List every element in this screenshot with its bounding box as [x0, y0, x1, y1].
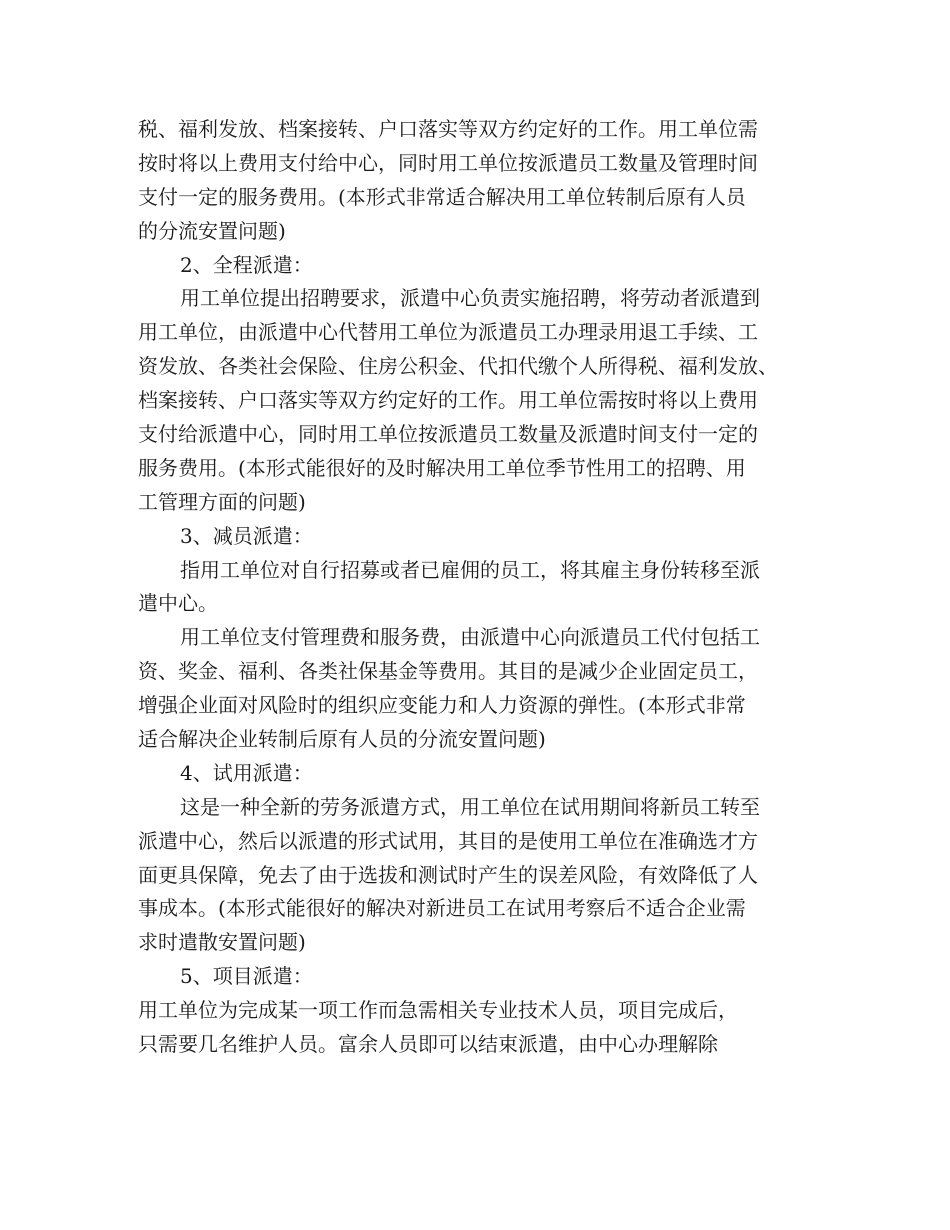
text-line: 派遣中心，然后以派遣的形式试用，其目的是使用工单位在准确选才方	[138, 828, 758, 853]
section-heading: 4、试用派遣：	[180, 760, 313, 785]
text-line: 资发放、各类社会保险、住房公积金、代扣代缴个人所得税、福利发放、	[138, 354, 778, 379]
section-heading: 5、项目派遣：	[180, 964, 313, 989]
text-line: 档案接转、户口落实等双方约定好的工作。用工单位需按时将以上费用	[138, 388, 758, 413]
text-line: 遣中心。	[138, 591, 218, 616]
text-line: 服务费用。(本形式能很好的及时解决用工单位季节性用工的招聘、用	[138, 455, 746, 480]
paragraph-first-line: 用工单位支付管理费和服务费，由派遣中心向派遣员工代付包括工	[180, 625, 760, 650]
text-line: 支付给派遣中心，同时用工单位按派遣员工数量及派遣时间支付一定的	[138, 422, 758, 447]
text-line: 面更具保障，免去了由于选拔和测试时产生的误差风险，有效降低了人	[138, 862, 758, 887]
text-line: 支付一定的服务费用。(本形式非常适合解决用工单位转制后原有人员	[138, 184, 746, 209]
section-heading: 3、减员派遣：	[180, 523, 313, 548]
document-body	[138, 113, 828, 1062]
text-line: 用工单位，由派遣中心代替用工单位为派遣员工办理录用退工手续、工	[138, 320, 758, 345]
paragraph-first-line: 指用工单位对自行招募或者已雇佣的员工，将其雇主身份转移至派	[180, 557, 760, 582]
text-line: 资、奖金、福利、各类社保基金等费用。其目的是减少企业固定员工，	[138, 659, 758, 684]
text-line: 适合解决企业转制后原有人员的分流安置问题)	[138, 727, 546, 752]
paragraph-first-line: 用工单位提出招聘要求，派遣中心负责实施招聘，将劳动者派遣到	[180, 286, 760, 311]
text-line: 按时将以上费用支付给中心，同时用工单位按派遣员工数量及管理时间	[138, 150, 758, 175]
text-line: 税、福利发放、档案接转、户口落实等双方约定好的工作。用工单位需	[138, 117, 758, 141]
text-line: 用工单位为完成某一项工作而急需相关专业技术人员，项目完成后，	[138, 998, 738, 1023]
text-line: 工管理方面的问题)	[138, 489, 306, 514]
text-line: 求时遣散安置问题)	[138, 930, 306, 955]
paragraph-first-line: 这是一种全新的劳务派遣方式，用工单位在试用期间将新员工转至	[180, 794, 760, 819]
section-heading: 2、全程派遣：	[180, 252, 313, 277]
text-line: 的分流安置问题)	[138, 218, 286, 243]
text-line: 增强企业面对风险时的组织应变能力和人力资源的弹性。(本形式非常	[138, 693, 746, 718]
text-line: 事成本。(本形式能很好的解决对新进员工在试用考察后不适合企业需	[138, 896, 746, 921]
text-line: 只需要几名维护人员。富余人员即可以结束派遣，由中心办理解除	[138, 1032, 718, 1057]
